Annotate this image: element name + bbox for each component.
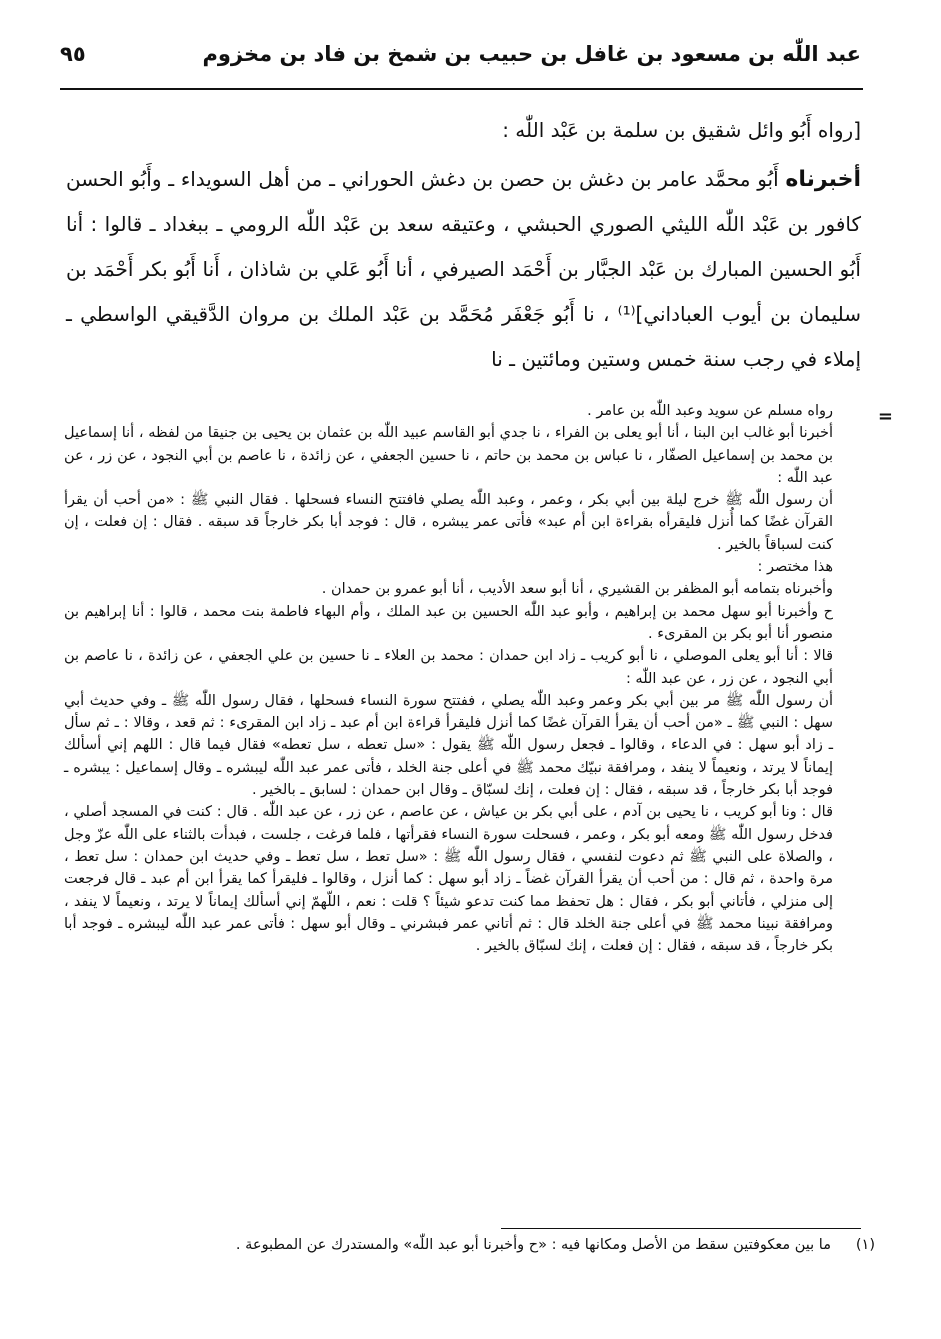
commentary-notes xyxy=(64,400,833,957)
note-paragraph: هذا مختصر : xyxy=(757,559,833,576)
narration-body: أَبُو محمَّد عامر بن دغش بن حصن بن دغش الحوراني ـ من أهل السويداء ـ وأَبُو الحسن كافور بن عَبْد اللّٰه الليثي الصوري الحبشي ، وعتيقه سعد بن عَبْد اللّٰه الرومي ـ ببغداد ـ قالوا : أنا أَبُو الحسين المبارك بن عَبْد الجبَّار بن أَحْمَد الصيرفي ، أنا أَبُو عَلي بن شاذان ، أَنا أَبُو بكر أَحْمَد بن سليمان بن أيوب العباداني]⁽¹⁾ ، نا أَبُو جَعْفَر مُحَمَّد بن عَبْد الملك بن مروان الدَّقيقي الواسطي ـ إملاء في رجب سنة خمس وستين ومائتين ـ نا xyxy=(66,167,861,371)
footnote-text: ما بين معكوفتين سقط من الأصل ومكانها فيه : «ح وأخبرنا أبو عبد اللّٰه» والمستدرك عن المطبوعة . xyxy=(235,1237,831,1253)
narration-intro: [رواه أَبُو وائل شقيق بن سلمة بن عَبْد اللّٰه : xyxy=(502,118,861,142)
narration-lead-word: أخبرناه xyxy=(785,167,861,192)
footnote-rule xyxy=(501,1228,861,1229)
page-header xyxy=(60,42,861,82)
continuation-mark: = xyxy=(877,406,893,427)
page-number: ٩٥ xyxy=(60,42,86,66)
note-paragraph: أخبرنا أبو غالب ابن البنا ، أنا أبو يعلى بن الفراء ، نا جدي أبو القاسم عبيد اللّٰه بن عثمان بن يحيى بن جنيقا من لفظه ، أنا إسماعيل بن محمد بن إسماعيل الصفّار ، نا عباس بن محمد بن حاتم ، نا حسين الجعفي ، عن زائدة ، نا عاصم بن أبي النجود ، عن زر ، عن عبد اللّٰه : xyxy=(64,425,833,486)
running-title: عبد اللّٰه بن مسعود بن غافل بن حبيب بن شمخ بن فاد بن مخزوم xyxy=(202,42,861,66)
footnote-number: (١) xyxy=(855,1237,875,1253)
note-paragraph: أن رسول اللّٰه ﷺ مر بين أبي بكر وعمر وعبد اللّٰه يصلي ، ففتتح سورة النساء فسحلها ، فقال رسول اللّٰه ﷺ ـ وفي حديث أبي سهل : النبي ﷺ ـ «من أحب أن يقرأ القرآن غضًا كما أنزل فليقرأ قراءة ابن أم عبد ـ زاد ابن المقرىء : ثم قعد ، وقالا : ـ ثم سأل ـ زاد أبو سهل : في الدعاء ، وقالوا ـ فجعل رسول اللّٰه ﷺ يقول : «سل تعطه ، سل تعطه» فقال فيما قال : اللهم إني أسألك إيماناً لا يرتد ، ونعيماً لا ينفد ، ومرافقة نبيّك محمد ﷺ في أعلى جنة الخلد ، فأتى عمر عبد اللّٰه ليبشره ـ وقال إسماعيل : يبشره ـ فوجد أبا بكر خارجاً ، قد سبقه ، فقال : إن فعلت ، إنك لسبّاق ـ وقال ابن حمدان : لسابق ـ بالخير . xyxy=(64,692,833,799)
footnote xyxy=(64,1234,875,1256)
note-paragraph: وأخبرناه بتمامه أبو المظفر بن القشيري ، أنا أبو سعد الأديب ، أنا أبو عمرو بن حمدان . xyxy=(321,581,833,598)
note-paragraph: أن رسول اللّٰه ﷺ خرج ليلة بين أبي بكر ، وعمر ، وعبد اللّٰه يصلي فافتتح النساء فسحلها . فقال النبي ﷺ : «من أحب أن يقرأ القرآن غضًا كما أُنزل فليقرأه بقراءة ابن أم عبد» فأتى عمر يبشره ، قال : فوجد أبا بكر خارجاً قد سبقه . فقال : إن فعلت ، إن كنت لسباقاً بالخير . xyxy=(64,492,833,553)
note-paragraph: قال : ونا أبو كريب ، نا يحيى بن آدم ، على أبي بكر بن عياش ، عن عاصم ، عن زر ، عن عبد اللّٰه . قال : كنت في المسجد أصلي ، فدخل رسول اللّٰه ﷺ ومعه أبو بكر ، وعمر ، فسحلت سورة النساء فقرأتها ، فلما فرغت ، جلست ، فبدأت بالثناء على اللّٰه عزّ وجل ، والصلاة على النبي ﷺ ثم دعوت لنفسي ، فقال رسول اللّٰه ﷺ : «سل تعط ، سل تعط ـ وفي حديث ابن حمدان : سل تعط ، مرة واحدة ، ثم قال : من أحب أن يقرأ القرآن غضاً ـ زاد أبو سهل : كما أنزل ، وقالوا ـ فليقرأ كما يقرأ ابن أم عبد ـ قال فرجعت إلى منزلي ، فأتاني أبو بكر ، فقال : هل تحفظ مما كنت تدعو شيئاً ؟ قلت : نعم ، اللّهمّ إني أسألك إيماناً لا يرتد ، ونعيماً لا ينفد ، ومرافقة نبينا محمد ﷺ في أعلى جنة الخلد قال : ثم أتاني عمر فبشرني ـ وقال أبو سهل : فأتى عمر عبد اللّٰه ليبشره ـ فوجد أبا بكر خارجاً ، قد سبقه ، فقال : إن فعلت ، إنك لسبّاق بالخير . xyxy=(64,804,833,955)
note-paragraph: قالا : أنا أبو يعلى الموصلي ، نا أبو كريب ـ زاد ابن حمدان : محمد بن العلاء ـ نا حسين بن علي الجعفي ، عن زائدة ، نا عاصم بن أبي النجود ، عن زر ، عن عبد اللّٰه : xyxy=(64,648,833,687)
note-paragraph: ح وأخبرنا أبو سهل محمد بن إبراهيم ، وأبو عبد اللّٰه الحسين بن عبد الملك ، وأم البهاء فاطمة بنت محمد ، قالوا : أنا إبراهيم بن منصور أنا أبو بكر بن المقرىء . xyxy=(64,603,833,642)
narration-paragraph xyxy=(66,157,861,382)
header-rule xyxy=(60,88,863,90)
main-text xyxy=(66,108,861,382)
note-paragraph: رواه مسلم عن سويد وعبد اللّٰه بن عامر . xyxy=(587,403,833,419)
